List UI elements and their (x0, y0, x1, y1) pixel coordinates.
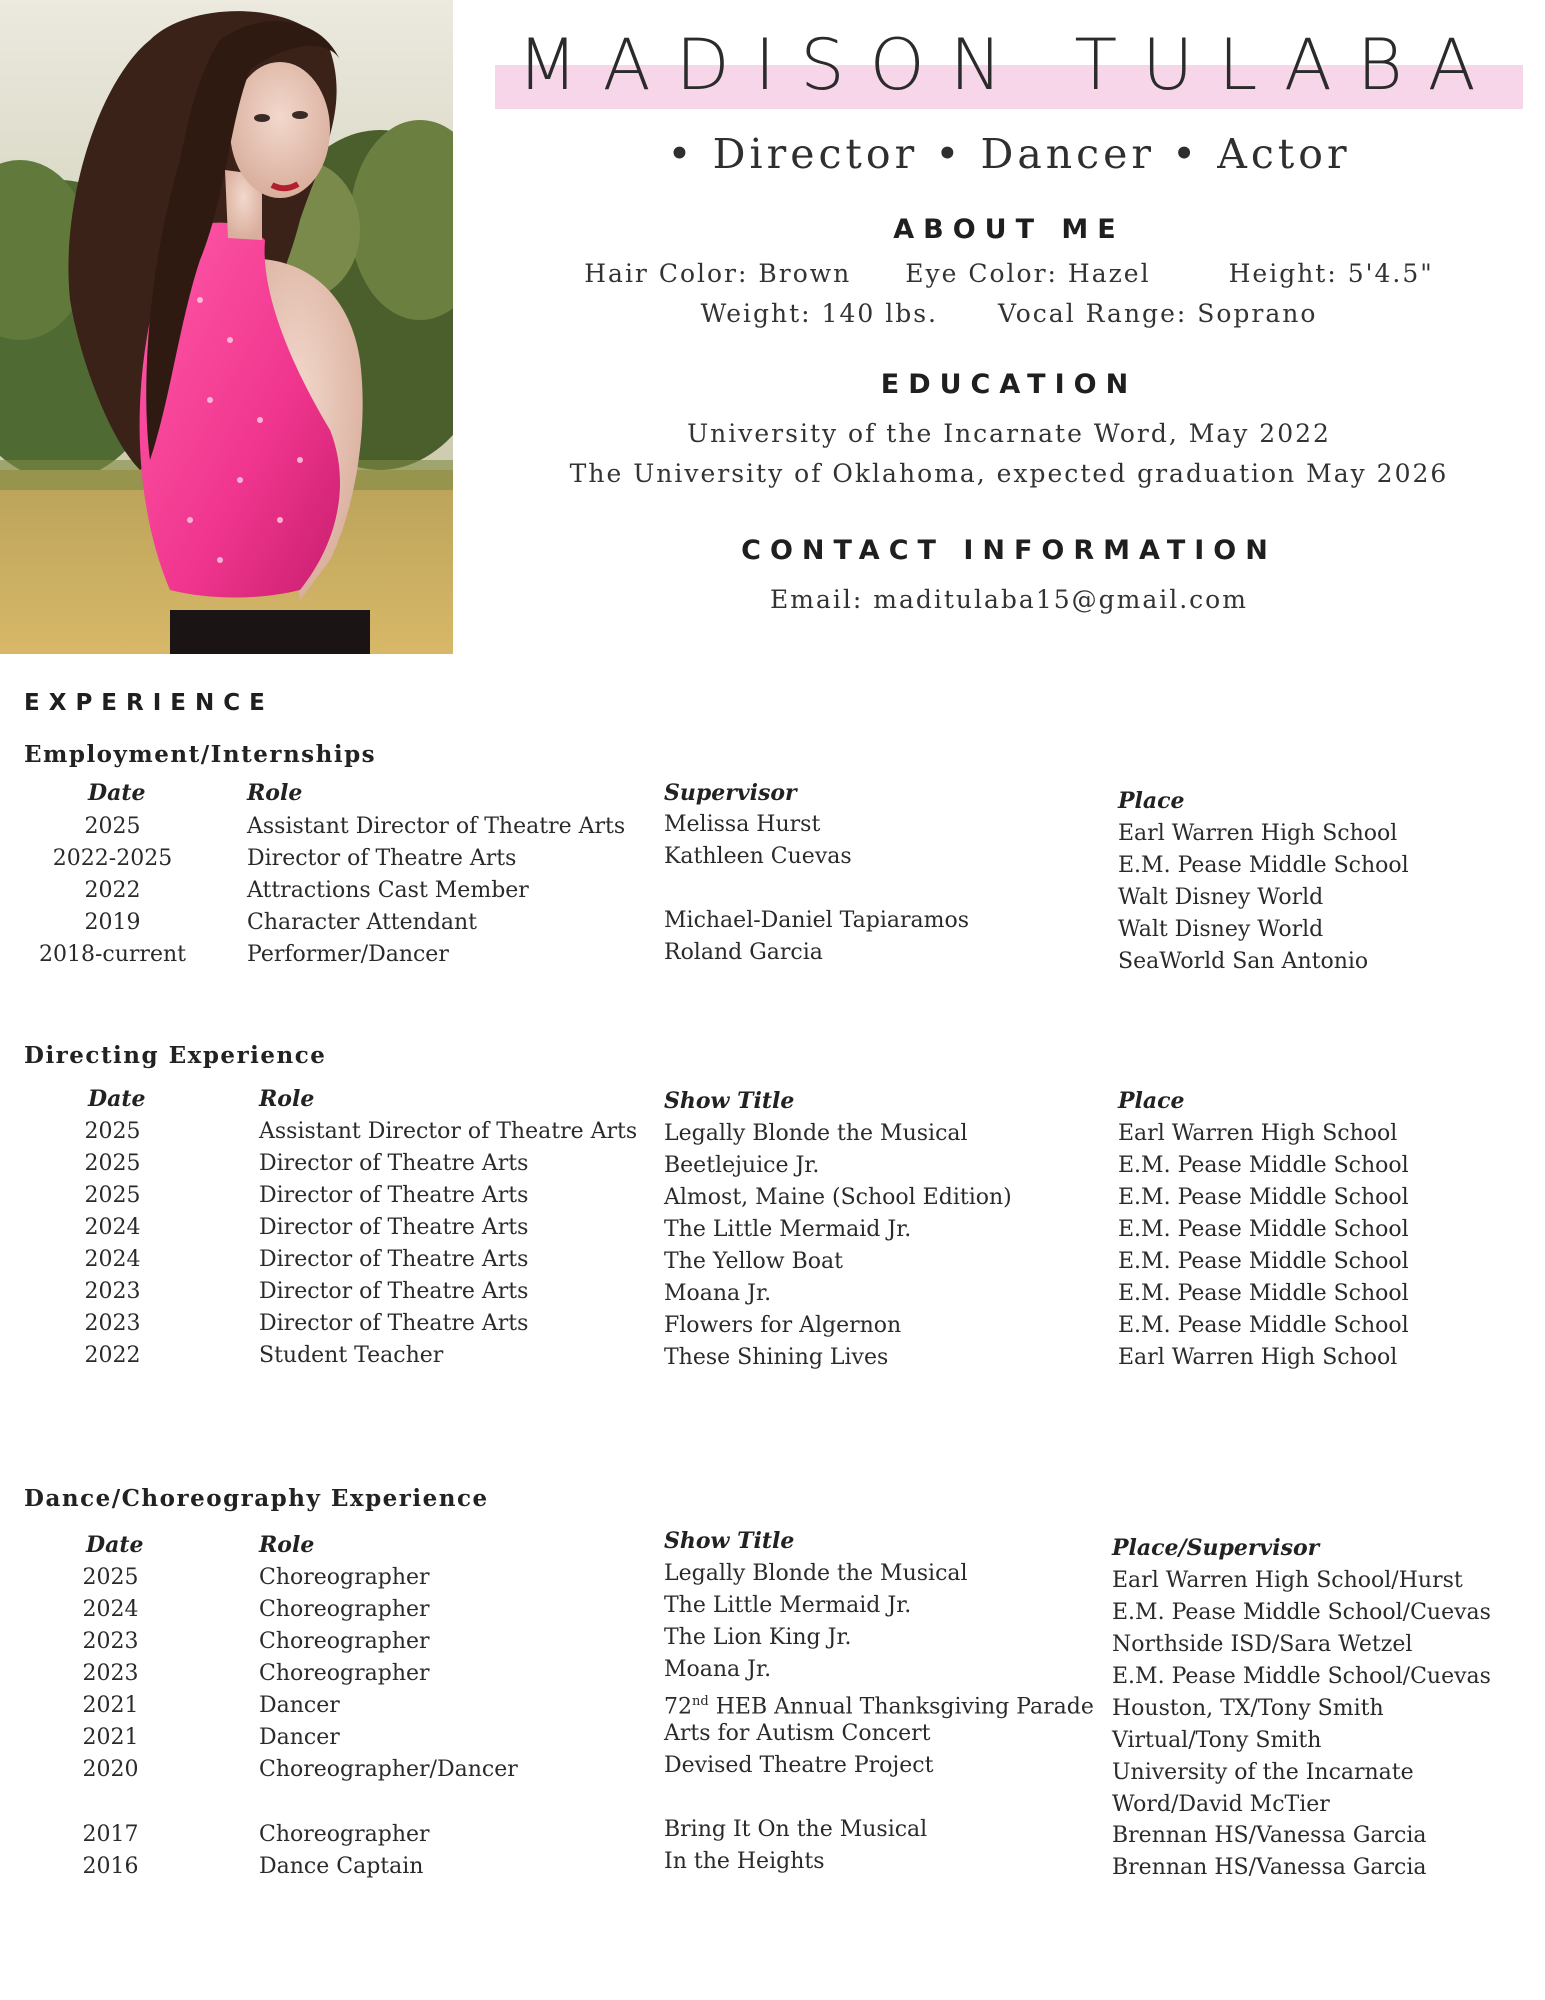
vocal-range: Vocal Range: Soprano (998, 299, 1318, 328)
row-show: These Shining Lives (664, 1345, 889, 1370)
row-date: 2023 (82, 1629, 139, 1654)
row-date: 2024 (82, 1597, 139, 1622)
ordinal-suffix: nd (692, 1694, 709, 1709)
education-heading: EDUCATION (880, 369, 1138, 400)
row-date: 2025 (82, 1565, 139, 1590)
row-date: 2023 (82, 1661, 139, 1686)
employment-col-place: Place (1118, 788, 1185, 814)
row-place-continued: Word/David McTier (1112, 1792, 1330, 1817)
row-date: 2022-2025 (52, 846, 173, 871)
row-role: Director of Theatre Arts (259, 1247, 529, 1272)
row-place: E.M. Pease Middle School (1118, 1217, 1409, 1242)
row-date: 2020 (82, 1757, 139, 1782)
row-show (664, 1688, 1094, 1721)
directing-col-place: Place (1118, 1088, 1185, 1114)
row-date: 2023 (84, 1311, 141, 1336)
row-place: Earl Warren High School (1118, 1345, 1398, 1370)
hair-color: Hair Color: Brown (584, 259, 852, 288)
row-supervisor: Roland Garcia (664, 940, 823, 965)
row-role: Director of Theatre Arts (259, 1311, 529, 1336)
row-role: Director of Theatre Arts (259, 1183, 529, 1208)
row-place: E.M. Pease Middle School (1118, 1249, 1409, 1274)
row-place: E.M. Pease Middle School (1118, 1153, 1409, 1178)
about-heading: ABOUT ME (893, 214, 1125, 245)
row-show: The Little Mermaid Jr. (664, 1593, 912, 1618)
row-role: Choreographer/Dancer (259, 1757, 518, 1782)
directing-col-role: Role (259, 1086, 315, 1112)
about-line-1 (495, 256, 1523, 292)
row-date: 2017 (82, 1822, 139, 1847)
row-role: Choreographer (259, 1822, 430, 1847)
row-show: Devised Theatre Project (664, 1753, 934, 1778)
contact-email: Email: maditulaba15@gmail.com (770, 585, 1248, 614)
row-place: Northside ISD/Sara Wetzel (1112, 1632, 1413, 1657)
row-show: The Lion King Jr. (664, 1625, 852, 1650)
directing-col-date: Date (88, 1086, 146, 1112)
row-place: Earl Warren High School (1118, 1121, 1398, 1146)
row-date: 2021 (82, 1693, 139, 1718)
row-date: 2016 (82, 1854, 139, 1879)
row-role: Choreographer (259, 1629, 430, 1654)
ordinal-number: 72 (664, 1694, 692, 1720)
education-line-1: University of the Incarnate Word, May 2022 (687, 419, 1331, 448)
row-date: 2021 (82, 1725, 139, 1750)
row-date: 2022 (84, 1343, 141, 1368)
row-place: University of the Incarnate (1112, 1760, 1414, 1785)
dance-col-show: Show Title (664, 1528, 795, 1554)
employment-col-date: Date (88, 780, 146, 806)
row-place: E.M. Pease Middle School/Cuevas (1112, 1600, 1491, 1625)
row-date: 2019 (84, 910, 141, 935)
dance-col-date: Date (86, 1532, 144, 1558)
person-name: MADISON TULABA (517, 24, 1501, 106)
employment-col-supervisor: Supervisor (664, 780, 797, 806)
row-date: 2024 (84, 1247, 141, 1272)
employment-heading: Employment/Internships (24, 741, 377, 768)
directing-col-show: Show Title (664, 1088, 795, 1114)
row-place: E.M. Pease Middle School (1118, 1281, 1409, 1306)
row-show: Moana Jr. (664, 1657, 772, 1682)
row-supervisor: Kathleen Cuevas (664, 844, 852, 869)
row-date: 2025 (84, 814, 141, 839)
row-show: Legally Blonde the Musical (664, 1121, 968, 1146)
row-supervisor: Melissa Hurst (664, 812, 821, 837)
row-date: 2025 (84, 1119, 141, 1144)
row-date: 2023 (84, 1279, 141, 1304)
eye-color: Eye Color: Hazel (905, 259, 1151, 288)
row-date: 2025 (84, 1151, 141, 1176)
row-place: Earl Warren High School (1118, 821, 1398, 846)
row-place: Walt Disney World (1118, 917, 1324, 942)
row-show: Beetlejuice Jr. (664, 1153, 820, 1178)
row-show: Legally Blonde the Musical (664, 1561, 968, 1586)
dance-heading: Dance/Choreography Experience (24, 1485, 489, 1512)
tagline: • Director • Dancer • Actor (667, 130, 1351, 178)
row-place: Brennan HS/Vanessa Garcia (1112, 1823, 1427, 1848)
row-show: Moana Jr. (664, 1281, 772, 1306)
row-supervisor: Michael-Daniel Tapiaramos (664, 908, 970, 933)
row-place: E.M. Pease Middle School (1118, 853, 1409, 878)
row-role: Director of Theatre Arts (247, 846, 517, 871)
row-place: SeaWorld San Antonio (1118, 949, 1369, 974)
row-date: 2018-current (39, 942, 186, 967)
row-date: 2022 (84, 878, 141, 903)
portrait-photo (0, 0, 453, 654)
row-role: Dancer (259, 1693, 340, 1718)
row-place: Earl Warren High School/Hurst (1112, 1568, 1463, 1593)
row-show: In the Heights (664, 1849, 825, 1874)
experience-heading: EXPERIENCE (24, 690, 274, 716)
row-place: E.M. Pease Middle School/Cuevas (1112, 1664, 1491, 1689)
row-show: Almost, Maine (School Edition) (664, 1185, 1012, 1210)
portrait-image (0, 0, 453, 654)
row-role: Director of Theatre Arts (259, 1151, 529, 1176)
row-role: Choreographer (259, 1661, 430, 1686)
row-role: Choreographer (259, 1597, 430, 1622)
education-line-2: The University of Oklahoma, expected graduation May 2026 (569, 459, 1449, 488)
row-show: The Little Mermaid Jr. (664, 1217, 912, 1242)
about-line-2 (495, 296, 1523, 332)
employment-col-role: Role (247, 780, 303, 806)
row-role: Assistant Director of Theatre Arts (259, 1119, 638, 1144)
dance-col-place: Place/Supervisor (1112, 1535, 1320, 1561)
row-place: Virtual/Tony Smith (1112, 1728, 1322, 1753)
row-role: Dancer (259, 1725, 340, 1750)
directing-heading: Directing Experience (24, 1042, 327, 1069)
row-place: E.M. Pease Middle School (1118, 1313, 1409, 1338)
row-role: Performer/Dancer (247, 942, 449, 967)
dance-col-role: Role (259, 1532, 315, 1558)
weight: Weight: 140 lbs. (700, 299, 938, 328)
row-date: 2025 (84, 1183, 141, 1208)
row-show: Arts for Autism Concert (664, 1721, 931, 1746)
row-role: Character Attendant (247, 910, 478, 935)
row-role: Assistant Director of Theatre Arts (247, 814, 626, 839)
row-role: Attractions Cast Member (247, 878, 529, 903)
row-role: Director of Theatre Arts (259, 1215, 529, 1240)
row-place: Brennan HS/Vanessa Garcia (1112, 1855, 1427, 1880)
row-role: Dance Captain (259, 1854, 424, 1879)
row-date: 2024 (84, 1215, 141, 1240)
row-role: Choreographer (259, 1565, 430, 1590)
row-role: Student Teacher (259, 1343, 444, 1368)
contact-heading: CONTACT INFORMATION (741, 535, 1277, 566)
show-title-rest: HEB Annual Thanksgiving Parade (708, 1694, 1094, 1720)
row-role: Director of Theatre Arts (259, 1279, 529, 1304)
row-show: Bring It On the Musical (664, 1817, 928, 1842)
row-place: Houston, TX/Tony Smith (1112, 1696, 1384, 1721)
row-show: Flowers for Algernon (664, 1313, 902, 1338)
row-show: The Yellow Boat (664, 1249, 843, 1274)
height: Height: 5'4.5" (1228, 259, 1434, 288)
row-place: E.M. Pease Middle School (1118, 1185, 1409, 1210)
row-place: Walt Disney World (1118, 885, 1324, 910)
